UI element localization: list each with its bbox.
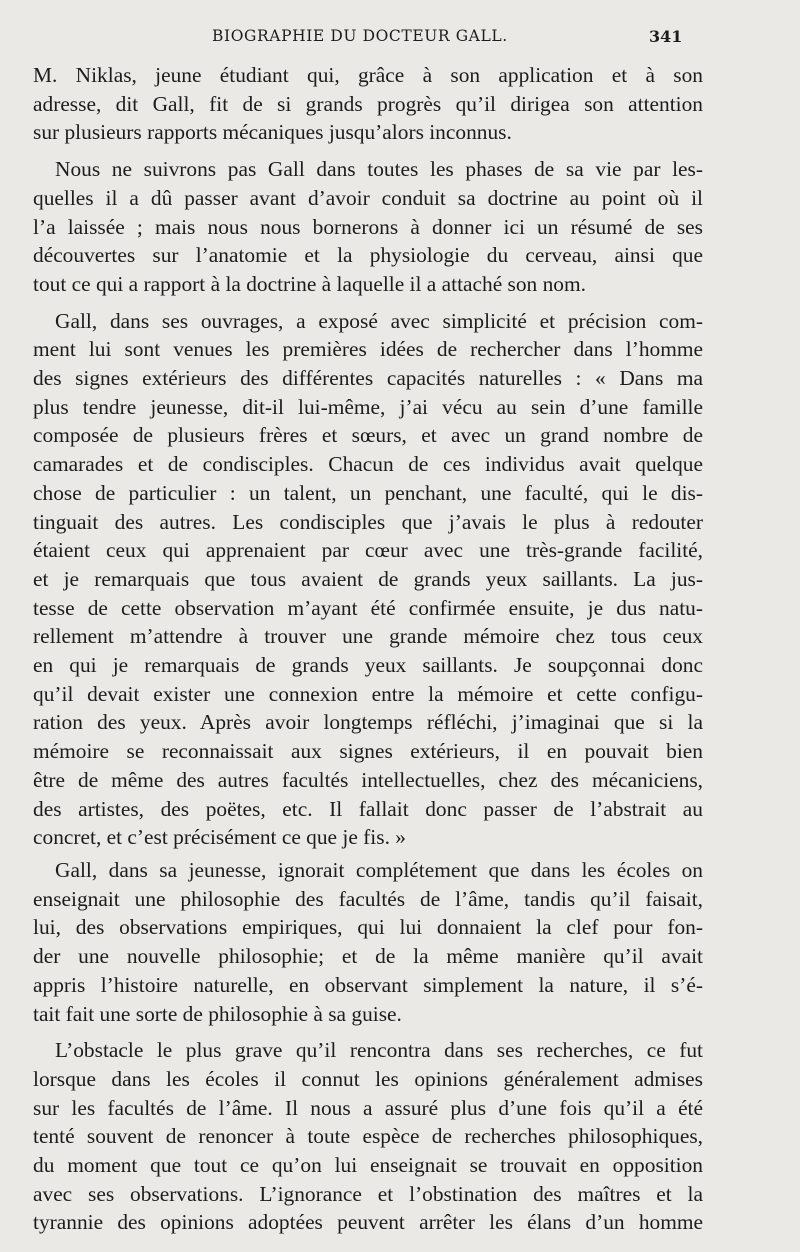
paragraph bbox=[33, 61, 703, 147]
text-line: Gall, dans ses ouvrages, a exposé avec simplicité et précision com- bbox=[55, 308, 703, 333]
text-line: chose de particulier : un talent, un penchant, une faculté, qui le dis- bbox=[33, 480, 703, 505]
text-line: mémoire se reconnaissait aux signes extérieurs, il en pouvait bien bbox=[33, 739, 703, 764]
text-line: tait fait une sorte de philosophie à sa guise. bbox=[33, 1001, 402, 1026]
text-line: plus tendre jeunesse, dit-il lui-même, j’ai vécu au sein d’une famille bbox=[33, 394, 703, 419]
text-line: quelles il a dû passer avant d’avoir conduit sa doctrine au point où il bbox=[33, 185, 703, 210]
text-line: tenté souvent de renoncer à toute espèce de recherches philosophiques, bbox=[33, 1124, 703, 1149]
text-line: enseignait une philosophie des facultés de l’âme, tandis qu’il faisait, bbox=[33, 886, 703, 911]
text-line: adresse, dit Gall, fit de si grands progrès qu’il dirigea son attention bbox=[33, 91, 703, 116]
text-line: être de même des autres facultés intellectuelles, chez des mécaniciens, bbox=[33, 767, 703, 792]
text-line: avec ses observations. L’ignorance et l’obstination des maîtres et la bbox=[33, 1181, 703, 1206]
paragraph bbox=[33, 1036, 703, 1237]
text-line: lui, des observations empiriques, qui lui donnaient la clef pour fon- bbox=[33, 915, 703, 940]
text-line: qu’il devait exister une connexion entre la mémoire et cette configu- bbox=[33, 681, 703, 706]
text-line: sur plusieurs rapports mécaniques jusqu’alors inconnus. bbox=[33, 120, 512, 145]
running-head-title: BIOGRAPHIE DU DOCTEUR GALL. bbox=[212, 27, 508, 45]
text-line: tout ce qui a rapport à la doctrine à laquelle il a attaché son nom. bbox=[33, 271, 586, 296]
text-line: ment lui sont venues les premières idées de rechercher dans l’homme bbox=[33, 337, 703, 362]
text-line: sur les facultés de l’âme. Il nous a assuré plus d’une fois qu’il a été bbox=[33, 1095, 703, 1120]
text-line: en qui je remarquais de grands yeux saillants. Je soupçonnai donc bbox=[33, 653, 703, 678]
text-line: des signes extérieurs des différentes capacités naturelles : « Dans ma bbox=[33, 366, 703, 391]
text-line: ration des yeux. Après avoir longtemps réfléchi, j’imaginai que si la bbox=[33, 710, 703, 735]
text-line: camarades et de condisciples. Chacun de ces individus avait quelque bbox=[33, 452, 703, 477]
text-line: rellement m’attendre à trouver une grande mémoire chez tous ceux bbox=[33, 624, 703, 649]
page-number: 341 bbox=[649, 27, 683, 46]
text-line: étaient ceux qui apprenaient par cœur avec une très-grande facilité, bbox=[33, 538, 703, 563]
paragraph bbox=[33, 307, 703, 852]
text-line: concret, et c’est précisément ce que je fis. » bbox=[33, 825, 406, 850]
text-line: composée de plusieurs frères et sœurs, et avec un grand nombre de bbox=[33, 423, 703, 448]
text-line: tesse de cette observation m’ayant été confirmée ensuite, je dus natu- bbox=[33, 595, 703, 620]
text-line: du moment que tout ce qu’on lui enseignait se trouvait en opposition bbox=[33, 1153, 703, 1178]
text-line: tinguait des autres. Les condisciples que j’avais le plus à redouter bbox=[33, 509, 703, 534]
text-line: découvertes sur l’anatomie et la physiologie du cerveau, ainsi que bbox=[33, 243, 703, 268]
text-line: et je remarquais que tous avaient de grands yeux saillants. La jus- bbox=[33, 566, 703, 591]
text-line: tyrannie des opinions adoptées peuvent arrêter les élans d’un homme bbox=[33, 1210, 703, 1235]
text-line: l’a laissée ; mais nous nous bornerons à donner ici un résumé de ses bbox=[33, 214, 703, 239]
running-head bbox=[0, 27, 800, 51]
text-line: M. Niklas, jeune étudiant qui, grâce à son application et à son bbox=[33, 63, 703, 87]
text-line: appris l’histoire naturelle, en observant simplement la nature, il s’é- bbox=[33, 972, 703, 997]
paragraph bbox=[33, 856, 703, 1028]
text-line: Nous ne suivrons pas Gall dans toutes les phases de sa vie par les- bbox=[55, 157, 703, 182]
text-line: lorsque dans les écoles il connut les opinions généralement admises bbox=[33, 1066, 703, 1091]
text-line: Gall, dans sa jeunesse, ignorait complétement que dans les écoles on bbox=[55, 857, 703, 882]
paragraph bbox=[33, 155, 703, 299]
text-line: der une nouvelle philosophie; et de la même manière qu’il avait bbox=[33, 944, 703, 969]
body-text bbox=[33, 61, 703, 1237]
text-line: L’obstacle le plus grave qu’il rencontra dans ses recherches, ce fut bbox=[55, 1038, 703, 1063]
text-line: des artistes, des poëtes, etc. Il fallait donc passer de l’abstrait au bbox=[33, 796, 703, 821]
